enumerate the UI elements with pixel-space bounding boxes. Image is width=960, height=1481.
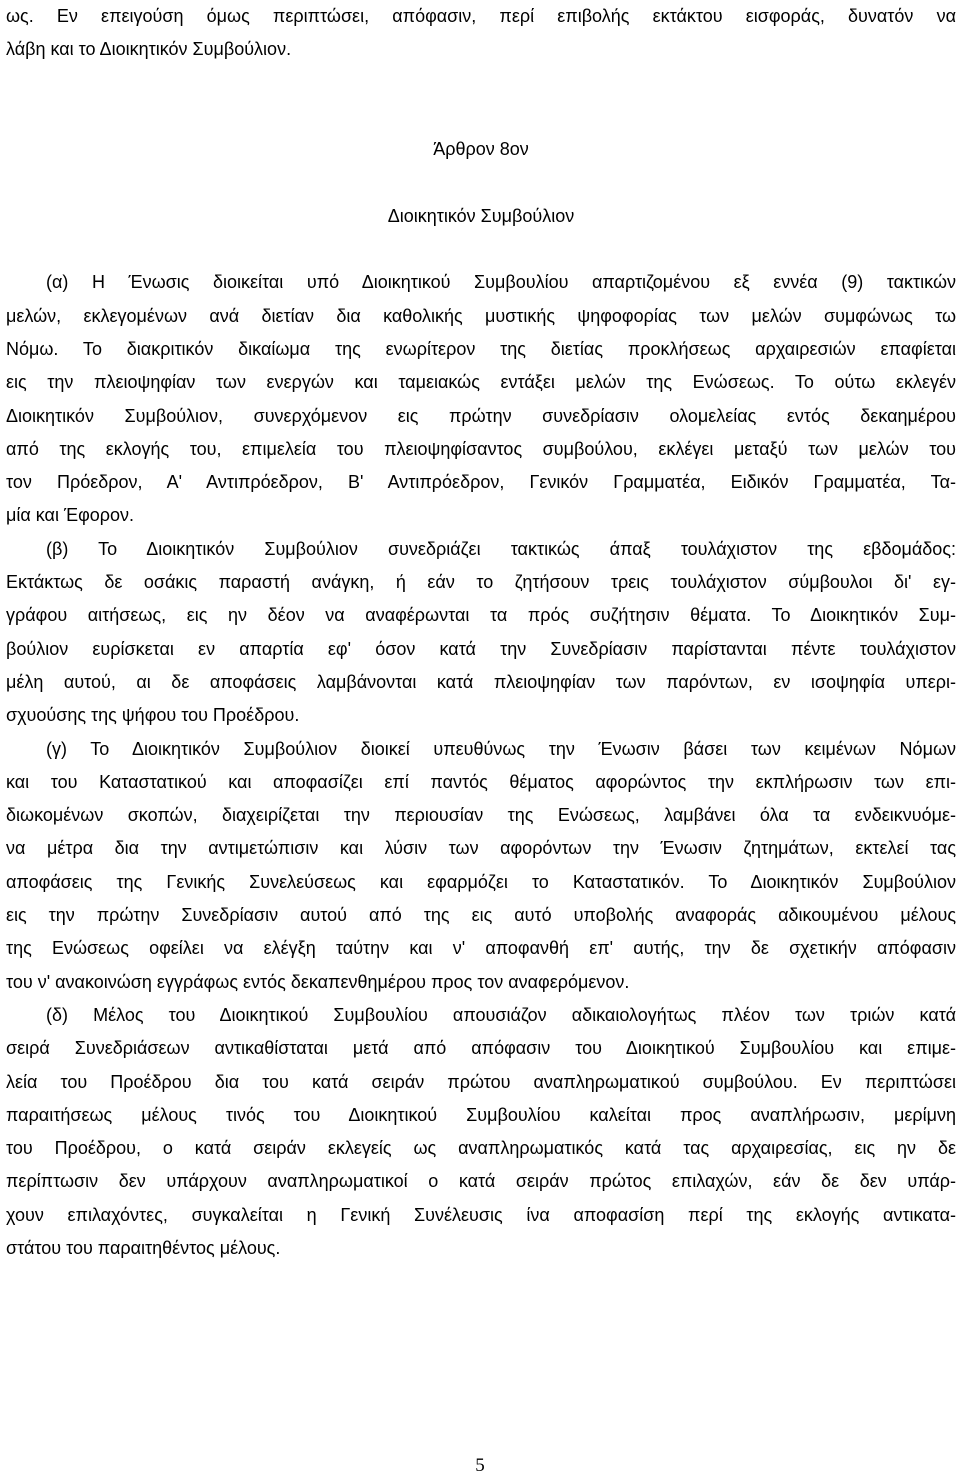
text-line: από της εκλογής του, επιμελεία του πλειοψηφίσαντος συμβούλου, εκλέγει μεταξύ των μελών του [6, 438, 956, 459]
text-line: της Ενώσεως οφείλει να ελέγξη ταύτην και ν' αποφανθή επ' αυτής, την δε σχετικήν απόφασιν [6, 938, 956, 959]
text-line: περίπτωσιν δεν υπάρχουν αναπληρωματικοί ο κατά σειράν πρώτος επιλαχών, εάν δε δεν υπάρ- [6, 1171, 956, 1192]
paragraph-d-first-line: (δ) Μέλος του Διοικητικού Συμβουλίου απουσιάζον αδικαιολογήτως πλέον των τριών κατά [46, 1004, 956, 1025]
text-line: σχυούσης της ψήφου του Προέδρου. [6, 705, 300, 726]
text-line: μελών, εκλεγομένων ανά διετίαν δια καθολικής μυστικής ψηφοφορίας των μελών συμφώνως τω [6, 305, 956, 326]
article-subtitle: Διοικητικόν Συμβούλιον [387, 205, 575, 226]
text-line: ως. Εν επειγούση όμως περιπτώσει, απόφασιν, περί επιβολής εκτάκτου εισφοράς, δυνατόν να [6, 6, 956, 26]
text-line: Διοικητικόν Συμβούλιον, συνερχόμενον εις πρώτην συνεδρίασιν ολομελείας εντός δεκαημέρου [6, 405, 956, 426]
text-line: γράφου αιτήσεως, εις ην δέον να αναφέρωνται τα πρός συζήτησιν θέματα. Το Διοικητικόν Συμ- [6, 605, 956, 626]
page-number: 5 [475, 1455, 485, 1476]
text-line: λεία του Προέδρου δια του κατά σειράν πρώτου αναπληρωματικού συμβούλου. Εν περιπτώσει [6, 1071, 956, 1092]
text-line: παραιτήσεως μέλους τινός του Διοικητικού Συμβουλίου καλείται προς αναπλήρωσιν, μερίμνη [6, 1104, 956, 1125]
text-line: χουν επιλαχόντες, συγκαλείται η Γενική Συνέλευσις ίνα αποφασίση περί της εκλογής αντικατα- [6, 1204, 956, 1225]
text-line: Εκτάκτως δε οσάκις παραστή ανάγκη, ή εάν το ζητήσουν τρεις τουλάχιστον σύμβουλοι δι' εγ- [6, 572, 956, 593]
blank-line [6, 67, 956, 100]
text-line: λάβη και το Διοικητικόν Συμβούλιον. [6, 39, 292, 60]
text-line: εις την πρώτην Συνεδρίασιν αυτού από της εις αυτό υποβολής αναφοράς αδικουμένου μέλους [6, 905, 956, 926]
text-line: εις την πλειοψηφίαν των ενεργών και ταμειακώς εντάξει μελών της Ενώσεως. Το ούτω εκλεγέν [6, 372, 956, 393]
text-line: του ν' ανακοινώση εγγράφως εντός δεκαπενθημέρου προς τον αναφερόμενον. [6, 971, 630, 992]
document-page [6, 0, 956, 1265]
text-line: αποφάσεις της Γενικής Συνελεύσεως και εφαρμόζει το Καταστατικόν. Το Διοικητικόν Συμβούλιον [6, 871, 956, 892]
article-heading: Άρθρον 8ον [433, 139, 529, 160]
paragraph-a-first-line: (α) Η Ένωσις διοικείται υπό Διοικητικού Συμβουλίου απαρτιζομένου εξ εννέα (9) τακτικών [46, 272, 956, 293]
blank-line [6, 166, 956, 199]
blank-line [6, 100, 956, 133]
text-line: σειρά Συνεδριάσεων αντικαθίσταται μετά από απόφασιν του Διοικητικού Συμβουλίου και επιμε- [6, 1038, 956, 1059]
text-line: και του Καταστατικού και αποφασίζει επί παντός θέματος αφορώντος την εκπλήρωσιν των επι- [6, 771, 956, 792]
text-line: Νόμω. Το διακριτικόν δικαίωμα της ενωρίτερον της διετίας προκλήσεως αρχαιρεσιών επαφίεται [6, 338, 956, 359]
text-line: τον Πρόεδρον, Α' Αντιπρόεδρον, Β' Αντιπρόεδρον, Γενικόν Γραμματέα, Ειδικόν Γραμματέα, Τα- [6, 472, 956, 493]
blank-line [6, 233, 956, 266]
text-line: του Προέδρου, ο κατά σειράν εκλεγείς ως αναπληρωματικός κατά τας αρχαιρεσίας, εις ην δε [6, 1138, 956, 1159]
paragraph-b-first-line: (β) Το Διοικητικόν Συμβούλιον συνεδριάζει τακτικώς άπαξ τουλάχιστον της εβδομάδος: [46, 538, 956, 559]
text-line: να μέτρα δια την αντιμετώπισιν και λύσιν των αφορόντων την Ένωσιν ζητημάτων, εκτελεί τας [6, 838, 956, 859]
text-line: βούλιον ευρίσκεται εν απαρτία εφ' όσον κατά την Συνεδρίασιν παρίστανται πέντε τουλάχιστον [6, 638, 956, 659]
text-line: μέλη αυτού, αι δε αποφάσεις λαμβάνονται κατά πλειοψηφίαν των παρόντων, εν ισοψηφία υπερι- [6, 671, 956, 692]
paragraph-c-first-line: (γ) Το Διοικητικόν Συμβούλιον διοικεί υπευθύνως την Ένωσιν βάσει των κειμένων Νόμων [46, 738, 956, 759]
text-line: στάτου του παραιτηθέντος μέλους. [6, 1237, 281, 1258]
text-line: μία και Έφορον. [6, 505, 135, 526]
text-line: διωκομένων σκοπών, διαχειρίζεται την περιουσίαν της Ενώσεως, λαμβάνει όλα τα ενδεικνυόμε- [6, 805, 956, 826]
